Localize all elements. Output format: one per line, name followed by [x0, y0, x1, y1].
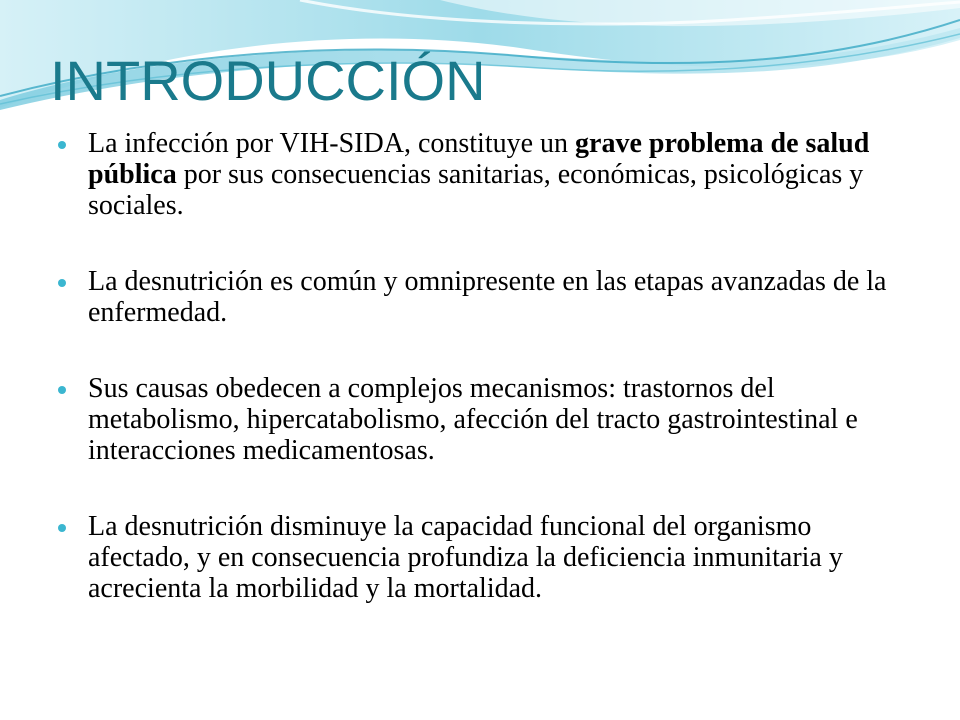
bullet-dot-icon	[58, 386, 66, 394]
slide-title: INTRODUCCIÓN	[50, 49, 486, 112]
bullet-dot-icon	[58, 141, 66, 149]
bullet-text: Sus causas obedecen a complejos mecanismos: trastornos del metabolismo, hipercatabolismo, afección del tracto gastrointestinal e interacciones medicamentosas.	[88, 373, 858, 466]
bullet-item	[58, 266, 918, 328]
bullet-text: La desnutrición disminuye la capacidad funcional del organismo afectado, y en consecuencia profundiza la deficiencia inmunitaria y acrecienta la morbilidad y la mortalidad.	[88, 511, 843, 604]
bullet-text: por sus consecuencias sanitarias, económicas, psicológicas y sociales.	[88, 159, 864, 221]
bullet-list	[58, 128, 918, 649]
bullet-item	[58, 373, 918, 466]
bullet-item	[58, 128, 918, 221]
bullet-text: La infección por VIH-SIDA, constituye un	[88, 128, 576, 159]
bullet-text: La desnutrición es común y omnipresente en las etapas avanzadas de la enfermedad.	[88, 266, 887, 328]
bullet-dot-icon	[58, 524, 66, 532]
bullet-item	[58, 511, 918, 604]
bullet-text-bold: grave problema de salud pública	[88, 128, 870, 190]
bullet-dot-icon	[58, 279, 66, 287]
